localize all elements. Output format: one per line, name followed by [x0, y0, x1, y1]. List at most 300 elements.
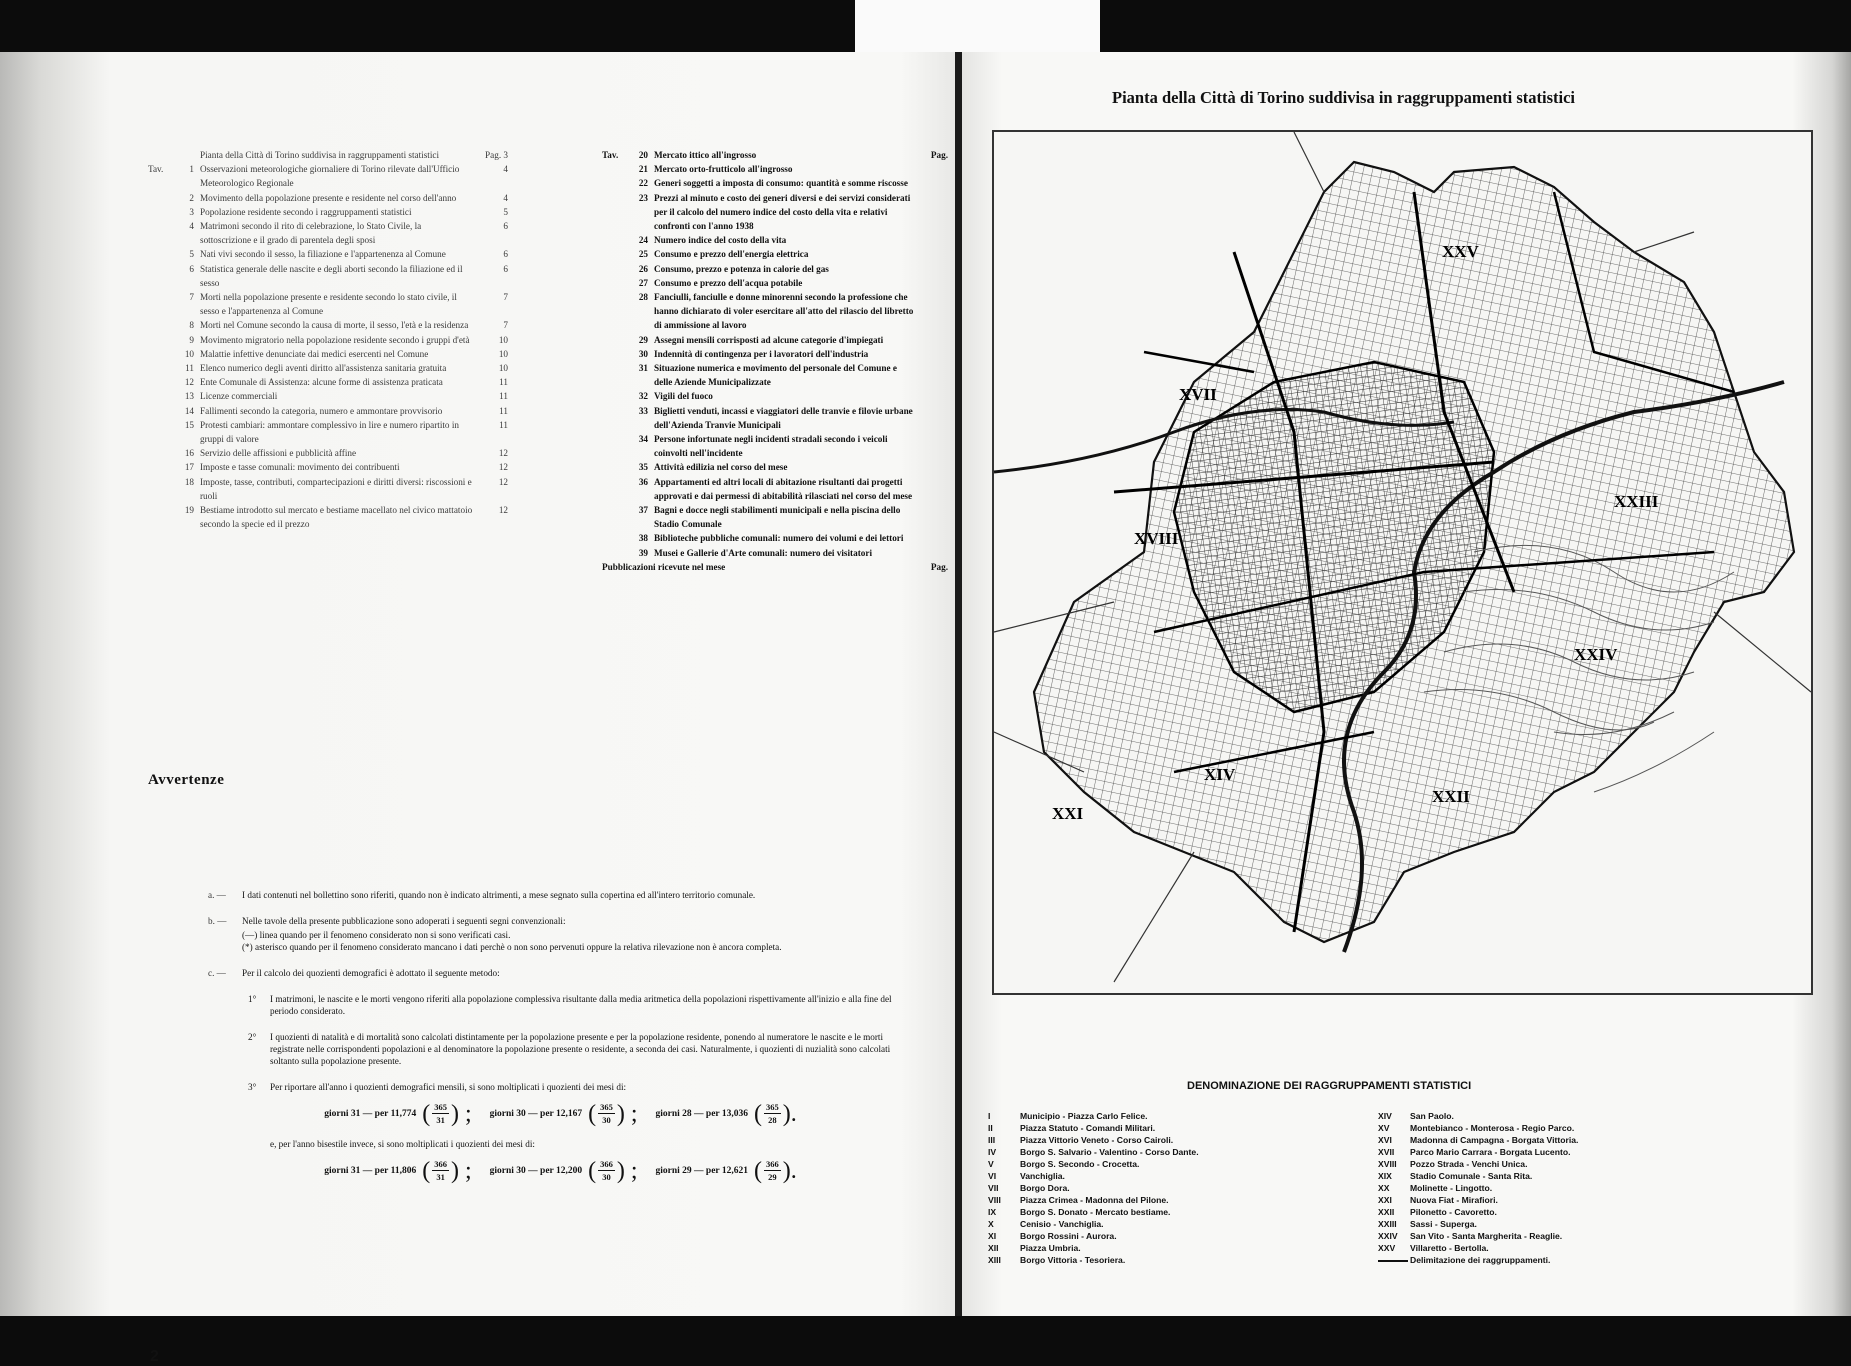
- toc-text: Servizio delle affissioni e pubblicità affine: [200, 448, 357, 459]
- group-entry: [1378, 1218, 1708, 1230]
- toc-entry: [148, 318, 508, 332]
- toc-entry: [602, 276, 948, 290]
- fraction: [432, 1101, 449, 1126]
- fraction-numerator: 365: [600, 1102, 613, 1112]
- toc-num: 21: [638, 164, 648, 175]
- toc-page: 10: [498, 334, 508, 345]
- toc-num: 37: [638, 505, 648, 516]
- toc-text: Imposte e tasse comunali: movimento dei contribuenti: [200, 462, 400, 473]
- toc-text: Protesti cambiari: ammontare complessivo in lire e numero ripartito in gruppi di valore: [200, 419, 459, 445]
- toc-page: 6: [503, 263, 508, 274]
- toc-text: Numero indice del costo della vita: [654, 235, 787, 246]
- toc-prefix: [602, 176, 636, 190]
- fraction-denominator: 31: [436, 1172, 445, 1182]
- group-entry: [1378, 1242, 1708, 1254]
- toc-entry: [602, 361, 948, 389]
- toc-entry: [602, 475, 948, 503]
- toc-num: 19: [184, 505, 194, 516]
- toc-num: 2: [189, 192, 194, 203]
- toc-prefix: [602, 432, 636, 460]
- toc-text: Movimento migratorio nella popolazione residente secondo i gruppi d'età: [200, 334, 470, 345]
- group-entry: [1378, 1230, 1708, 1242]
- toc-entry: [148, 205, 508, 219]
- toc-column-1: [148, 148, 508, 531]
- group-name: Piazza Statuto - Comandi Militari.: [1020, 1123, 1156, 1133]
- toc-prefix: [148, 460, 182, 474]
- note-c2: 2° I quozienti di natalità e di mortalità sono calcolati distintamente per la popolazione presente e per la popolazione residente, ponendo al numeratore le nascite e le morti registrate nelle corrispondenti popolazioni e al denominatore la popolazione presente o residente, a seconda dei casi. Naturalmente, i quozienti di nuzialità sono calcolati soltanto sulla popolazione presente.: [248, 1032, 891, 1066]
- toc-page: [914, 361, 948, 389]
- toc-text: Fanciulli, fanciulle e donne minorenni secondo la professione che hanno dichiarato di voler esercitare all'atto del rilascio del libretto di ammissione al lavoro: [654, 292, 914, 331]
- toc-num: 20: [638, 150, 648, 160]
- toc-page: [914, 432, 948, 460]
- group-name: Piazza Vittorio Veneto - Corso Cairoli.: [1020, 1135, 1174, 1145]
- toc-entry: [602, 531, 948, 545]
- toc-num: 4: [189, 221, 194, 232]
- group-number: VI: [988, 1171, 997, 1181]
- toc-prefix: [602, 290, 636, 333]
- group-number: XVIII: [1378, 1159, 1397, 1169]
- toc-entry: [148, 347, 508, 361]
- toc-num: 5: [189, 249, 194, 260]
- legend-entry: [1378, 1254, 1708, 1266]
- notes-section: [208, 889, 913, 1195]
- formula-row-leap-year: [208, 1158, 913, 1183]
- toc-entry: [602, 546, 948, 560]
- toc-num: [182, 148, 200, 162]
- group-entry: [988, 1242, 1298, 1254]
- toc-num: 22: [638, 178, 648, 189]
- group-entry: [1378, 1182, 1708, 1194]
- group-entry: [988, 1146, 1298, 1158]
- toc-num: 38: [638, 533, 648, 544]
- note-a: a. — I dati contenuti nel bollettino sono riferiti, quando non è indicato altrimenti, a mese segnato sulla copertina ed all'intero territorio comunale.: [208, 890, 756, 900]
- toc-page: 12: [498, 505, 508, 516]
- toc-num: 9: [189, 334, 194, 345]
- group-name: Sassi - Superga.: [1410, 1219, 1477, 1229]
- group-number: XIII: [988, 1255, 1001, 1265]
- toc-page: 7: [503, 292, 508, 303]
- group-entry: [1378, 1206, 1708, 1218]
- toc-page: [914, 503, 948, 531]
- toc-prefix: [148, 148, 182, 162]
- fraction-numerator: 365: [434, 1102, 447, 1112]
- group-entry: [988, 1122, 1298, 1134]
- group-entry: [1378, 1194, 1708, 1206]
- group-number: III: [988, 1135, 996, 1145]
- toc-num: 17: [184, 462, 194, 473]
- toc-page: 11: [499, 391, 508, 402]
- toc-page: [914, 262, 948, 276]
- toc-entry: [602, 347, 948, 361]
- fraction-denominator: 30: [602, 1115, 611, 1125]
- toc-prefix: [602, 247, 636, 261]
- toc-text: Fallimenti secondo la categoria, numero e ammontare provvisorio: [200, 405, 443, 416]
- toc-num: 10: [184, 348, 194, 359]
- note-c: c. — Per il calcolo dei quozienti demografici è adottato il seguente metodo:: [208, 968, 500, 978]
- toc-entry: [148, 219, 508, 247]
- fraction-denominator: 29: [768, 1172, 777, 1182]
- toc-prefix: [602, 333, 636, 347]
- toc-entry: [602, 290, 948, 333]
- group-name: Nuova Fiat - Mirafiori.: [1410, 1195, 1498, 1205]
- toc-page: 4: [503, 164, 508, 175]
- toc-entry: [148, 475, 508, 503]
- formula-days: giorni 30 — per 12,167: [489, 1108, 583, 1119]
- group-number: VII: [988, 1183, 999, 1193]
- group-number: X: [988, 1219, 994, 1229]
- toc-entry: [602, 191, 948, 234]
- group-number: XX: [1378, 1183, 1390, 1193]
- group-name: Borgo S. Secondo - Crocetta.: [1020, 1159, 1140, 1169]
- toc-prefix: [602, 162, 636, 176]
- toc-page: [914, 233, 948, 247]
- toc-entry: [148, 460, 508, 474]
- toc-page: [914, 290, 948, 333]
- toc-text: Pubblicazioni ricevute nel mese: [602, 561, 726, 572]
- toc-page: [914, 276, 948, 290]
- group-number: XVI: [1378, 1135, 1392, 1145]
- leap-year-text: e, per l'anno bisestile invece, si sono moltiplicati i quozienti dei mesi di:: [270, 1139, 535, 1149]
- toc-page: [914, 162, 948, 176]
- toc-text: Attività edilizia nel corso del mese: [654, 462, 788, 473]
- formula-term: giorni 31 — per 11,774 ( $\frac{365}{31}$ ) ;: [324, 1100, 478, 1127]
- map-label: XXII: [1432, 787, 1470, 806]
- city-map: [992, 130, 1813, 995]
- toc-prefix: [148, 503, 182, 531]
- toc-page: 11: [499, 419, 508, 430]
- toc-entry: [602, 233, 948, 247]
- toc-num: 30: [638, 348, 648, 359]
- toc-text: Musei e Gallerie d'Arte comunali: numero dei visitatori: [654, 547, 872, 558]
- fraction-denominator: 28: [768, 1115, 777, 1125]
- toc-text: Indennità di contingenza per i lavoratori dell'industria: [654, 348, 869, 359]
- map-label: XIV: [1204, 765, 1236, 784]
- note-b: b. — Nelle tavole della presente pubblicazione sono adoperati i seguenti segni convenzionali:: [208, 916, 566, 926]
- toc-prefix: [148, 475, 182, 503]
- fraction: [598, 1158, 615, 1183]
- toc-num: 6: [189, 263, 194, 274]
- toc-page: [914, 347, 948, 361]
- group-number: XIV: [1378, 1111, 1392, 1121]
- group-entry: [1378, 1122, 1708, 1134]
- group-name: Parco Mario Carrara - Borgata Lucento.: [1410, 1147, 1571, 1157]
- group-number: XXI: [1378, 1195, 1392, 1205]
- toc-entry-publications: [602, 560, 948, 574]
- toc-entry: [602, 333, 948, 347]
- toc-prefix: [148, 333, 182, 347]
- fraction: [764, 1101, 781, 1126]
- group-entry: [988, 1194, 1298, 1206]
- toc-num: 25: [638, 249, 648, 260]
- formula-days: giorni 31 — per 11,774: [324, 1108, 417, 1119]
- group-entry: [1378, 1146, 1708, 1158]
- toc-text: Movimento della popolazione presente e residente nel corso dell'anno: [200, 192, 457, 203]
- group-number: XV: [1378, 1123, 1390, 1133]
- group-entry: [988, 1182, 1298, 1194]
- group-number: II: [988, 1123, 993, 1133]
- toc-num: 28: [638, 292, 648, 303]
- toc-num: 24: [638, 235, 648, 246]
- group-entry: [1378, 1158, 1708, 1170]
- scan-top-gap: [855, 0, 1100, 52]
- group-number: V: [988, 1159, 994, 1169]
- toc-entry: [148, 404, 508, 418]
- toc-text: Consumo e prezzo dell'acqua potabile: [654, 277, 803, 288]
- group-entry: [988, 1110, 1298, 1122]
- toc-entry: [148, 148, 508, 162]
- toc-num: 23: [638, 192, 648, 203]
- fraction: [432, 1158, 449, 1183]
- toc-text: Morti nel Comune secondo la causa di morte, il sesso, l'età e la residenza: [200, 320, 469, 331]
- toc-num: 29: [638, 334, 648, 345]
- group-name: Pozzo Strada - Venchi Unica.: [1410, 1159, 1528, 1169]
- toc-page: [914, 389, 948, 403]
- toc-entry: [148, 262, 508, 290]
- toc-entry: [602, 503, 948, 531]
- toc-text: Situazione numerica e movimento del personale del Comune e delle Aziende Municipalizzate: [654, 363, 897, 388]
- toc-entry: [602, 162, 948, 176]
- toc-page: 11: [499, 377, 508, 388]
- fraction: [598, 1101, 615, 1126]
- toc-text: Bestiame introdotto sul mercato e bestiame macellato nel civico mattatoio secondo la specie ed il prezzo: [200, 505, 473, 530]
- toc-num: 1: [189, 164, 194, 175]
- book-gutter: [955, 52, 962, 1316]
- toc-num: 13: [184, 391, 194, 402]
- toc-num: 3: [189, 206, 194, 217]
- toc-prefix: [148, 247, 182, 261]
- toc-entry: [602, 389, 948, 403]
- page-number: 2: [150, 1348, 159, 1365]
- toc-text: Nati vivi secondo il sesso, la filiazione e l'appartenenza al Comune: [200, 249, 446, 260]
- toc-entry: [148, 375, 508, 389]
- toc-prefix: [148, 347, 182, 361]
- group-name: Vanchiglia.: [1020, 1171, 1065, 1181]
- toc-num: 27: [638, 277, 648, 288]
- toc-text: Generi soggetti a imposta di consumo: quantità e somme riscosse: [654, 178, 908, 189]
- group-name: Borgo Vittoria - Tesoriera.: [1020, 1255, 1126, 1265]
- toc-entry: [148, 290, 508, 318]
- toc-column-2: [602, 148, 948, 574]
- toc-page: 4: [503, 192, 508, 203]
- toc-prefix: [602, 503, 636, 531]
- torino-map-drawing: [994, 132, 1811, 993]
- group-name: Piazza Umbria.: [1020, 1243, 1081, 1253]
- map-label: XXI: [1052, 804, 1084, 823]
- formula-term: giorni 29 — per 12,621 ( $\frac{366}{29}$ ).: [655, 1157, 797, 1184]
- toc-text: Mercato orto-frutticolo all'ingrosso: [654, 164, 793, 175]
- fraction-denominator: 30: [602, 1172, 611, 1182]
- toc-page: 10: [498, 363, 508, 374]
- group-entry: [1378, 1110, 1708, 1122]
- fraction: [764, 1158, 781, 1183]
- toc-text: Consumo e prezzo dell'energia elettrica: [654, 249, 809, 260]
- toc-prefix: [148, 361, 182, 375]
- fraction-denominator: 31: [436, 1115, 445, 1125]
- toc-text: Osservazioni meteorologiche giornaliere di Torino rilevate dall'Ufficio Meteorologico Regionale: [200, 164, 460, 189]
- group-entry: [988, 1218, 1298, 1230]
- toc-prefix: [148, 191, 182, 205]
- toc-prefix: [602, 475, 636, 503]
- fraction-numerator: 366: [600, 1159, 613, 1169]
- group-name: Montebianco - Monterosa - Regio Parco.: [1410, 1123, 1575, 1133]
- group-number: XI: [988, 1231, 997, 1241]
- toc-prefix: [602, 233, 636, 247]
- group-entry: [988, 1170, 1298, 1182]
- toc-page: [914, 176, 948, 190]
- toc-prefix: [148, 404, 182, 418]
- formula-term: giorni 30 — per 12,200 ( $\frac{366}{30}$ ) ;: [489, 1157, 644, 1184]
- toc-page: [914, 546, 948, 560]
- toc-text: Popolazione residente secondo i raggruppamenti statistici: [200, 206, 412, 217]
- toc-page: [914, 247, 948, 261]
- toc-prefix: [148, 446, 182, 460]
- group-number: XXV: [1378, 1243, 1396, 1253]
- toc-prefix: [602, 276, 636, 290]
- toc-text: Matrimoni secondo il rito di celebrazione, lo Stato Civile, la sottoscrizione e il grado di parentela degli sposi: [200, 221, 422, 246]
- group-name: Borgo S. Salvario - Valentino - Corso Dante.: [1020, 1147, 1199, 1157]
- map-label: XXIII: [1614, 492, 1659, 511]
- map-label: XXIV: [1574, 645, 1618, 664]
- toc-num: 15: [184, 419, 194, 430]
- toc-entry: [148, 333, 508, 347]
- toc-num: 35: [638, 462, 648, 473]
- toc-text: Consumo, prezzo e potenza in calorie del gas: [654, 263, 829, 274]
- toc-text: Assegni mensili corrisposti ad alcune categorie d'impiegati: [654, 334, 884, 345]
- note-c3: 3° Per riportare all'anno i quozienti demografici mensili, si sono moltiplicati i quozienti dei mesi di:: [248, 1082, 627, 1092]
- group-name: Molinette - Lingotto.: [1410, 1183, 1493, 1193]
- map-title: Pianta della Città di Torino suddivisa in raggruppamenti statistici: [1112, 88, 1575, 107]
- group-number: IX: [988, 1207, 997, 1217]
- toc-text: Elenco numerico degli aventi diritto all'assistenza sanitaria gratuita: [200, 363, 447, 374]
- fraction-numerator: 365: [765, 1102, 779, 1112]
- toc-page: Pag.: [930, 150, 948, 160]
- toc-prefix: [148, 318, 182, 332]
- formula-days: giorni 29 — per 12,621: [655, 1165, 748, 1176]
- avvertenze-title: Avvertenze: [148, 772, 225, 788]
- group-number: IV: [988, 1147, 997, 1157]
- group-name: San Vito - Santa Margherita - Reaglie.: [1410, 1231, 1563, 1241]
- group-entry: [988, 1206, 1298, 1218]
- toc-num: 33: [638, 405, 648, 416]
- toc-entry: [602, 460, 948, 474]
- toc-prefix: [148, 205, 182, 219]
- toc-page: 6: [503, 249, 508, 260]
- toc-entry: [602, 176, 948, 190]
- group-entry: [1378, 1134, 1708, 1146]
- group-name: Villaretto - Bertolla.: [1410, 1243, 1489, 1253]
- toc-page: 12: [498, 462, 508, 473]
- toc-text: Vigili del fuoco: [654, 391, 713, 402]
- toc-prefix: [602, 389, 636, 403]
- toc-entry: [602, 247, 948, 261]
- toc-text: Malattie infettive denunciate dai medici esercenti nel Comune: [200, 348, 429, 359]
- toc-text: Morti nella popolazione presente e residente secondo lo stato civile, il sesso e l'appartenenza al Comune: [200, 292, 457, 317]
- group-name: Municipio - Piazza Carlo Felice.: [1020, 1111, 1148, 1121]
- toc-num: 14: [184, 405, 194, 416]
- toc-text: Statistica generale delle nascite e degli aborti secondo la filiazione ed il sesso: [200, 263, 463, 288]
- toc-entry: [602, 404, 948, 432]
- toc-num: 12: [184, 377, 194, 388]
- toc-entry: [602, 432, 948, 460]
- toc-prefix: [602, 191, 636, 234]
- toc-page: [914, 460, 948, 474]
- toc-prefix: Tav.: [602, 150, 619, 160]
- note-c1: 1° I matrimoni, le nascite e le morti vengono riferiti alla popolazione complessiva risultante dalla media aritmetica della popolazioni rispettivamente all'inizio e alla fine del periodo considerato.: [248, 994, 892, 1016]
- toc-page: 10: [498, 348, 508, 359]
- group-number: XIX: [1378, 1171, 1392, 1181]
- map-label: XXV: [1442, 242, 1479, 261]
- toc-entry: [148, 389, 508, 403]
- toc-entry: [148, 162, 508, 190]
- toc-prefix: Tav.: [148, 164, 164, 175]
- note-b-signs: (—) linea quando per il fenomeno considerato non si sono verificati casi. (*) asterisco quando per il fenomeno considerato mancano i dati perchè o non sono pervenuti oppure la relativa rilevazione non è ancora completa.: [242, 930, 782, 952]
- group-entry: [988, 1158, 1298, 1170]
- group-name: Cenisio - Vanchiglia.: [1020, 1219, 1104, 1229]
- toc-entry: [148, 361, 508, 375]
- group-number: XVII: [1378, 1147, 1395, 1157]
- left-page: [0, 52, 955, 1365]
- formula-row-normal-year: [208, 1101, 913, 1126]
- map-label: XVIII: [1134, 529, 1179, 548]
- map-label: XVII: [1179, 385, 1217, 404]
- group-name: Pilonetto - Cavoretto.: [1410, 1207, 1497, 1217]
- group-name: Piazza Crimea - Madonna del Pilone.: [1020, 1195, 1169, 1205]
- toc-prefix: [602, 404, 636, 432]
- group-name: Borgo Rossini - Aurora.: [1020, 1231, 1117, 1241]
- toc-entry: [148, 446, 508, 460]
- toc-prefix: [148, 262, 182, 290]
- toc-text: Biglietti venduti, incassi e viaggiatori delle tranvie e filovie urbane dell'Azienda Tranvie Municipali: [654, 405, 913, 430]
- boundary-line-icon: [1378, 1260, 1408, 1262]
- group-number: XXIV: [1378, 1231, 1398, 1241]
- toc-prefix: [602, 460, 636, 474]
- group-name: Madonna di Campagna - Borgata Vittoria.: [1410, 1135, 1579, 1145]
- toc-page: 12: [498, 448, 508, 459]
- toc-page: [914, 404, 948, 432]
- formula-days: giorni 30 — per 12,200: [489, 1165, 583, 1176]
- toc-entry: [148, 247, 508, 261]
- toc-prefix: [602, 361, 636, 389]
- group-number: XII: [988, 1243, 999, 1253]
- toc-prefix: [602, 546, 636, 560]
- toc-prefix: [602, 531, 636, 545]
- toc-text: Imposte, tasse, contributi, compartecipazioni e diritti diversi: riscossioni e ruoli: [200, 476, 472, 501]
- formula-term: giorni 30 — per 12,167 ( $\frac{365}{30}$ ) ;: [489, 1100, 644, 1127]
- toc-text: Biblioteche pubbliche comunali: numero dei volumi e dei lettori: [654, 533, 904, 544]
- toc-prefix: [602, 262, 636, 276]
- toc-num: 7: [189, 292, 194, 303]
- toc-page: [914, 475, 948, 503]
- toc-text: Ente Comunale di Assistenza: alcune forme di assistenza praticata: [200, 377, 443, 388]
- toc-prefix: [602, 347, 636, 361]
- toc-page: [914, 333, 948, 347]
- toc-prefix: [148, 219, 182, 247]
- group-name: Borgo Dora.: [1020, 1183, 1070, 1193]
- toc-page: [914, 531, 948, 545]
- toc-text: Mercato ittico all'ingrosso: [654, 150, 757, 160]
- fraction-numerator: 366: [434, 1159, 447, 1169]
- denominazione-title: DENOMINAZIONE DEI RAGGRUPPAMENTI STATISTICI: [1187, 1080, 1472, 1092]
- toc-text: Persone infortunate negli incidenti stradali secondo i veicoli coinvolti nell'incidente: [654, 434, 888, 459]
- group-number: VIII: [988, 1195, 1001, 1205]
- group-name: Stadio Comunale - Santa Rita.: [1410, 1171, 1533, 1181]
- toc-num: 39: [638, 547, 648, 558]
- formula-days: giorni 28 — per 13,036: [655, 1108, 748, 1119]
- toc-page: 6: [503, 221, 508, 232]
- formula-term: giorni 31 — per 11,806 ( $\frac{366}{31}$ ) ;: [324, 1157, 478, 1184]
- toc-page: Pag. 3: [485, 150, 508, 160]
- toc-page: 7: [503, 320, 508, 331]
